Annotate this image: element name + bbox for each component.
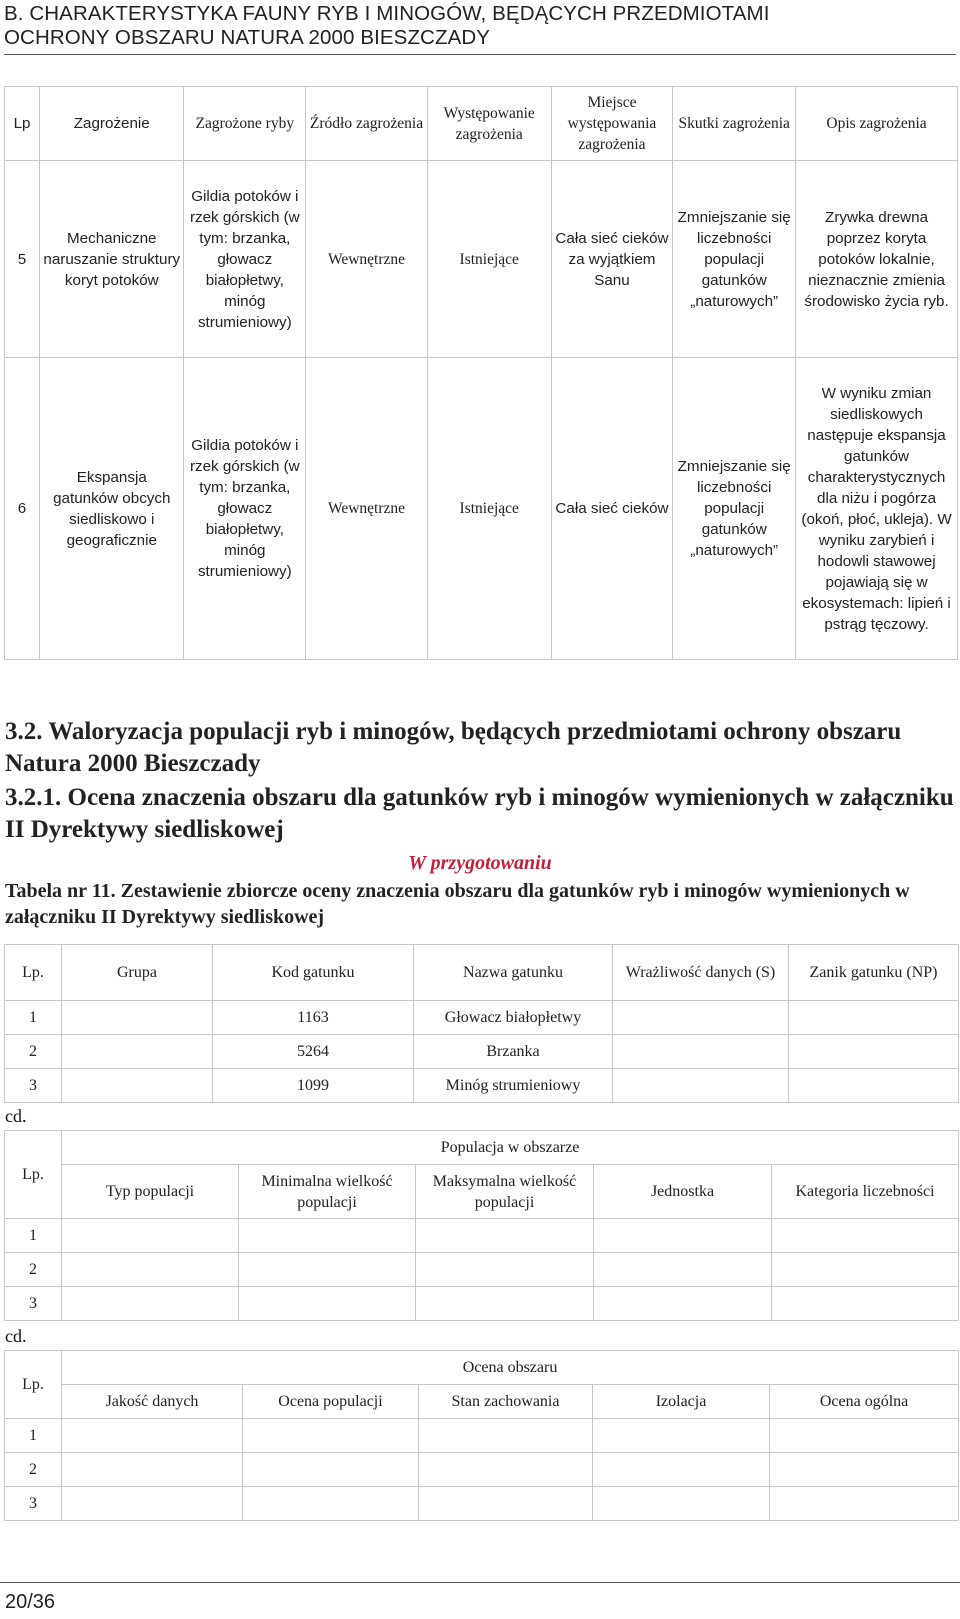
cell-group [62, 1001, 213, 1035]
table11-part1 [4, 944, 959, 1103]
cell-code: 1099 [213, 1069, 414, 1103]
cell-np [789, 1069, 959, 1103]
table-row [5, 1001, 959, 1035]
table-row [5, 1287, 959, 1321]
cell-place: Cała sieć cieków [551, 358, 673, 660]
table-row [5, 1219, 959, 1253]
col-header-overall: Ocena ogólna [770, 1385, 959, 1419]
cell-lp: 1 [5, 1219, 62, 1253]
caption-label: Tabela nr 11. [5, 880, 116, 902]
cell-threat: Mechaniczne naruszanie struktury koryt potoków [40, 161, 184, 358]
table11-part2-header-row [5, 1165, 959, 1219]
cell-effects: Zmniejszanie się liczebności populacji gatunków „naturowych” [673, 358, 796, 660]
col-header-lp: Lp. [5, 945, 62, 1001]
col-header-place: Miejsce występowania zagrożenia [551, 87, 673, 161]
cell-lp: 2 [5, 1453, 62, 1487]
col-header-np: Zanik gatunku (NP) [789, 945, 959, 1001]
header-line-1: B. CHARAKTERYSTYKA FAUNY RYB I MINOGÓW, BĘDĄCYCH PRZEDMIOTAMI [4, 2, 770, 25]
cell-code: 5264 [213, 1035, 414, 1069]
table-row [5, 1253, 959, 1287]
cell-lp: 6 [5, 358, 40, 660]
cell-place: Cała sieć cieków za wyjątkiem Sanu [551, 161, 673, 358]
document-header [4, 2, 956, 55]
cell-sensitivity [613, 1001, 789, 1035]
continuation-label: cd. [5, 1326, 27, 1346]
col-header-lp: Lp. [5, 1351, 62, 1419]
section-number: 3.2. [5, 718, 43, 745]
section-title: Waloryzacja populacji ryb i minogów, będących przedmiotami ochrony obszaru Natura 2000 Bieszczady [5, 718, 902, 777]
table-row [5, 161, 958, 358]
cell-name: Głowacz białopłetwy [414, 1001, 613, 1035]
page-footer [0, 1582, 960, 1619]
col-header-description: Opis zagrożenia [796, 87, 958, 161]
table-row [5, 1453, 959, 1487]
col-header-population-type: Typ populacji [62, 1165, 239, 1219]
table-caption [5, 878, 955, 930]
col-header-abundance: Kategoria liczebności [772, 1165, 959, 1219]
cell-group [62, 1069, 213, 1103]
col-header-unit: Jednostka [594, 1165, 772, 1219]
cell-lp: 3 [5, 1069, 62, 1103]
col-header-group: Grupa [62, 945, 213, 1001]
col-header-name: Nazwa gatunku [414, 945, 613, 1001]
cell-lp: 2 [5, 1035, 62, 1069]
cell-lp: 1 [5, 1001, 62, 1035]
col-header-population-assessment: Ocena populacji [243, 1385, 419, 1419]
table11-part2 [4, 1130, 959, 1321]
col-header-effects: Skutki zagrożenia [673, 87, 796, 161]
cell-source: Wewnętrzne [306, 358, 428, 660]
cell-source: Wewnętrzne [306, 161, 428, 358]
col-header-sensitivity: Wrażliwość danych (S) [613, 945, 789, 1001]
col-header-data-quality: Jakość danych [62, 1385, 243, 1419]
col-header-threat: Zagrożenie [40, 87, 184, 161]
cell-group [62, 1035, 213, 1069]
section-heading-3-2 [5, 716, 955, 780]
cell-np [789, 1035, 959, 1069]
status-note: W przygotowaniu [408, 852, 552, 874]
cell-threat: Ekspansja gatunków obcych siedliskowo i geograficznie [40, 358, 184, 660]
col-header-occurrence: Występowanie zagrożenia [427, 87, 551, 161]
cell-lp: 3 [5, 1487, 62, 1521]
table-row [5, 1419, 959, 1453]
cell-sensitivity [613, 1035, 789, 1069]
table11-part3-group-row [5, 1351, 959, 1385]
cell-sensitivity [613, 1069, 789, 1103]
col-header-min-size: Minimalna wielkość populacji [239, 1165, 416, 1219]
table-row [5, 358, 958, 660]
cell-np [789, 1001, 959, 1035]
table-row [5, 1069, 959, 1103]
threats-header-row [5, 87, 958, 161]
header-line-2: OCHRONY OBSZARU NATURA 2000 BIESZCZADY [4, 26, 491, 49]
cell-name: Minóg strumieniowy [414, 1069, 613, 1103]
col-header-fish: Zagrożone ryby [184, 87, 306, 161]
cell-effects: Zmniejszanie się liczebności populacji gatunków „naturowych” [673, 161, 796, 358]
col-header-lp: Lp [5, 87, 40, 161]
cell-fish: Gildia potoków i rzek górskich (w tym: brzanka, głowacz białopłetwy, minóg strumieniowy) [184, 161, 306, 358]
table-row [5, 1035, 959, 1069]
continuation-label: cd. [5, 1106, 27, 1126]
col-header-source: Źródło zagrożenia [306, 87, 428, 161]
group-header-site-assessment: Ocena obszaru [62, 1351, 959, 1385]
cell-description: Zrywka drewna poprzez koryta potoków lokalnie, nieznacznie zmienia środowisko życia ryb. [796, 161, 958, 358]
section-number: 3.2.1. [5, 784, 62, 811]
threats-table [4, 86, 958, 660]
col-header-conservation: Stan zachowania [419, 1385, 593, 1419]
col-header-code: Kod gatunku [213, 945, 414, 1001]
table11-header-row [5, 945, 959, 1001]
cell-occurrence: Istniejące [427, 358, 551, 660]
section-heading-3-2-1 [5, 782, 955, 846]
table11-part2-group-row [5, 1131, 959, 1165]
cell-occurrence: Istniejące [427, 161, 551, 358]
cell-description: W wyniku zmian siedliskowych następuje ekspansja gatunków charakterystycznych dla niżu i pogórza (okoń, płoć, ukleja). W wyniku zarybień i hodowli stawowej pojawiają się w ekosystemach: lipień i pstrąg tęczowy. [796, 358, 958, 660]
cell-lp: 2 [5, 1253, 62, 1287]
cell-lp: 3 [5, 1287, 62, 1321]
cell-lp: 1 [5, 1419, 62, 1453]
cell-code: 1163 [213, 1001, 414, 1035]
table11-part3-header-row [5, 1385, 959, 1419]
page-number: 20/36 [5, 1591, 56, 1613]
cell-name: Brzanka [414, 1035, 613, 1069]
table-row [5, 1487, 959, 1521]
col-header-max-size: Maksymalna wielkość populacji [416, 1165, 594, 1219]
cell-fish: Gildia potoków i rzek górskich (w tym: brzanka, głowacz białopłetwy, minóg strumieniowy) [184, 358, 306, 660]
table11-part3 [4, 1350, 959, 1521]
col-header-isolation: Izolacja [593, 1385, 770, 1419]
col-header-lp: Lp. [5, 1131, 62, 1219]
caption-text: Zestawienie zbiorcze oceny znaczenia obszaru dla gatunków ryb i minogów wymienionych w załączniku II Dyrektywy siedliskowej [5, 880, 910, 928]
section-title: Ocena znaczenia obszaru dla gatunków ryb i minogów wymienionych w załączniku II Dyrektywy siedliskowej [5, 784, 954, 843]
group-header-population: Populacja w obszarze [62, 1131, 959, 1165]
cell-lp: 5 [5, 161, 40, 358]
